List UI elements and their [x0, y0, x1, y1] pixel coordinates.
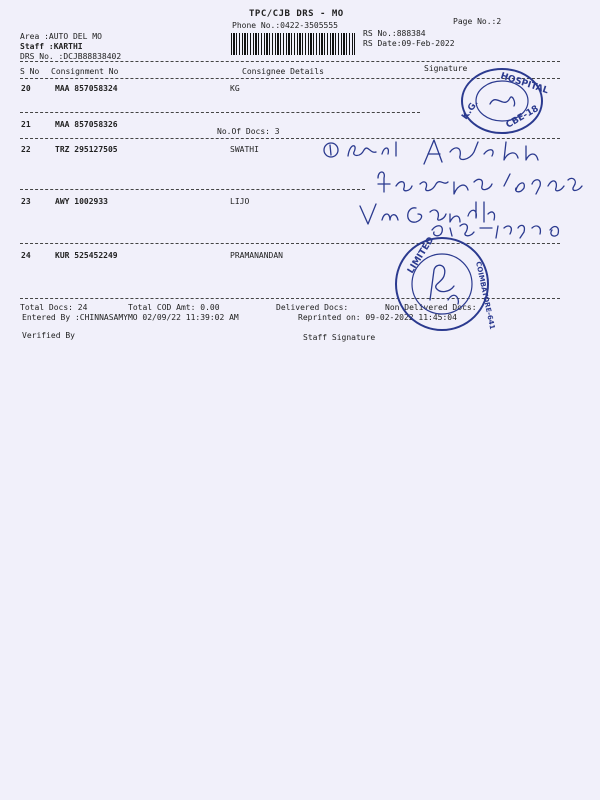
row-consignment: AWY 1002933	[55, 197, 108, 206]
row-consignee: LIJO	[230, 197, 250, 206]
row-divider	[20, 112, 420, 113]
company-stamp-icon	[388, 232, 503, 340]
row-sno: 24	[21, 251, 31, 260]
column-header-signature: Signature	[424, 64, 468, 73]
row-consignment: KUR 525452249	[55, 251, 118, 260]
svg-text:CBE-18: CBE-18	[504, 104, 541, 131]
total-docs: Total Docs: 24	[20, 303, 88, 312]
svg-text:K.G.: K.G.	[460, 98, 481, 122]
row-sno: 21	[21, 120, 31, 129]
row-doc-count: No.Of Docs: 3	[217, 127, 280, 136]
reprinted-on: Reprinted on: 09-02-2022 11:45:04	[298, 313, 457, 322]
page-number: Page No.:2	[453, 17, 502, 26]
handwritten-signature-icon	[320, 132, 590, 242]
column-header-consignee: Consignee Details	[242, 67, 324, 76]
svg-text:LIMITED: LIMITED	[406, 235, 437, 276]
staff-signature-label: Staff Signature	[303, 333, 376, 342]
total-cod-amount: Total COD Amt: 0.00	[128, 303, 220, 312]
row-divider	[20, 189, 365, 190]
row-consignment: MAA 857058326	[55, 120, 118, 129]
column-header-consignment: Consignment No	[51, 67, 119, 76]
rs-date: RS Date:09-Feb-2022	[363, 39, 455, 48]
drs-number: DRS No. :DCJB88838402	[20, 52, 122, 61]
phone-number: Phone No.:0422-3505555	[232, 21, 338, 30]
entered-by: Entered By :CHINNASAMYMO 02/09/22 11:39:02 AM	[22, 313, 239, 322]
document-title: TPC/CJB DRS - MO	[249, 9, 344, 19]
delivered-docs: Delivered Docs:	[276, 303, 349, 312]
column-header-sno: S No	[20, 67, 40, 76]
svg-text:COIMBATORE-641: COIMBATORE-641	[474, 260, 497, 331]
hospital-stamp-icon	[452, 62, 552, 140]
row-sno: 22	[21, 145, 31, 154]
staff-label: Staff :KARTHI	[20, 42, 83, 51]
row-sno: 23	[21, 197, 31, 206]
row-consignee: KG	[230, 84, 240, 93]
barcode-image	[231, 33, 355, 55]
row-consignee: PRAMANANDAN	[230, 251, 283, 260]
non-delivered-docs: Non Delivered Docs:	[385, 303, 477, 312]
svg-text:HOSPITAL: HOSPITAL	[499, 71, 550, 97]
row-consignee: SWATHI	[230, 145, 259, 154]
verified-by-label: Verified By	[22, 331, 75, 340]
row-sno: 20	[21, 84, 31, 93]
row-consignment: TRZ 295127505	[55, 145, 118, 154]
area-label: Area :AUTO DEL MO	[20, 32, 102, 41]
rs-number: RS No.:888384	[363, 29, 426, 38]
row-consignment: MAA 857058324	[55, 84, 118, 93]
